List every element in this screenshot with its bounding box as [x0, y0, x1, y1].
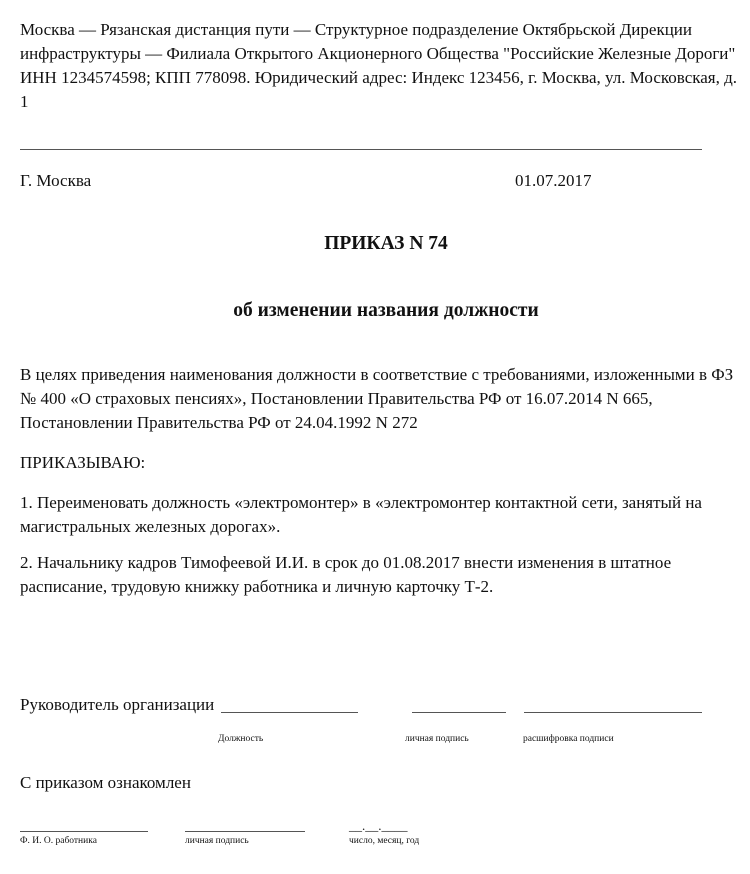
signature-transcript-blank: [524, 712, 702, 713]
preamble-line: № 400 «О страховых пенсиях», Постановлении Правительства РФ от 16.07.2014 N 665,: [20, 389, 653, 408]
order-word: ПРИКАЗЫВАЮ:: [20, 453, 146, 472]
caption-date: число, месяц, год: [349, 836, 420, 846]
caption-employee-name: Ф. И. О. работника: [20, 836, 97, 846]
header-line: 1: [20, 92, 29, 111]
item-line: магистральных железных дорогах».: [20, 517, 281, 536]
employee-name-blank: [20, 831, 148, 832]
caption-transcript: расшифровка подписи: [523, 734, 614, 744]
acknowledge-label: С приказом ознакомлен: [20, 773, 191, 792]
header-line: Москва — Рязанская дистанция пути — Структурное подразделение Октябрьской Дирекции: [20, 20, 692, 39]
header-line: ИНН 1234574598; КПП 778098. Юридический адрес: Индекс 123456, г. Москва, ул. Московская, д.: [20, 68, 738, 87]
date-blank: __.__.____: [349, 818, 408, 833]
organization-header: [20, 18, 737, 114]
order-item: [20, 491, 702, 539]
preamble-line: В целях приведения наименования должности в соответствие с требованиями, изложенными в ФЗ: [20, 365, 734, 384]
position-blank: [221, 712, 358, 713]
caption-employee-signature: личная подпись: [185, 836, 249, 846]
header-line: инфраструктуры — Филиала Открытого Акционерного Общества "Российские Железные Дороги": [20, 44, 736, 63]
item-line: 1. Переименовать должность «электромонтер» в «электромонтер контактной сети, занятый на: [20, 493, 702, 512]
header-divider: [20, 149, 702, 150]
page-title: ПРИКАЗ N 74: [324, 233, 448, 254]
caption-signature: личная подпись: [405, 734, 469, 744]
employee-signature-blank: [185, 831, 305, 832]
city: Г. Москва: [20, 171, 92, 190]
preamble-line: Постановлении Правительства РФ от 24.04.1992 N 272: [20, 413, 418, 432]
item-line: расписание, трудовую книжку работника и личную карточку Т-2.: [20, 577, 494, 596]
item-line: 2. Начальнику кадров Тимофеевой И.И. в срок до 01.08.2017 внести изменения в штатное: [20, 553, 672, 572]
order-date: 01.07.2017: [515, 171, 592, 190]
signature-label: Руководитель организации: [20, 695, 215, 714]
signature-blank: [412, 712, 506, 713]
page-subtitle: об изменении названия должности: [233, 300, 539, 321]
caption-position: Должность: [218, 734, 264, 744]
order-item: [20, 551, 671, 599]
preamble: [20, 363, 733, 435]
